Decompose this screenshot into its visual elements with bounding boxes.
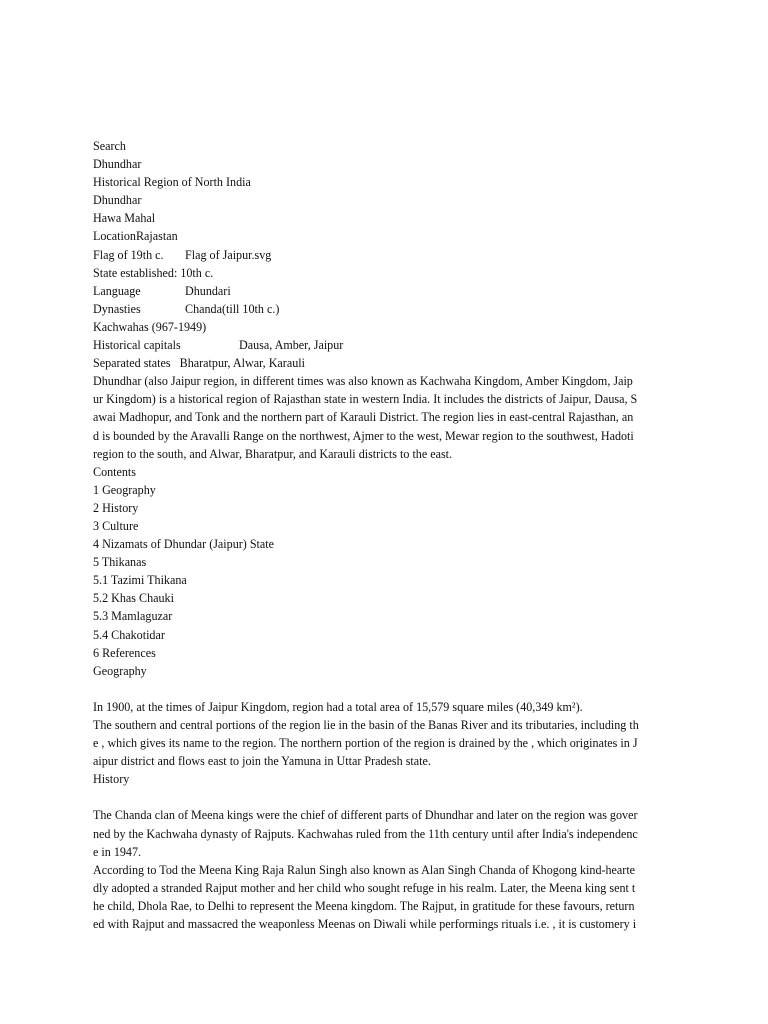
search-label: Search xyxy=(93,139,126,153)
dynasties-continued: Kachwahas (967-1949) xyxy=(93,319,207,334)
history-line: dly adopted a stranded Rajput mother and her child who sought refuge in his realm. Later, the Meena king sent t xyxy=(93,880,636,895)
toc-item-mamlaguzar[interactable]: 5.3 Mamlaguzar xyxy=(93,609,173,624)
toc-item-khas-chauki[interactable]: 5.2 Khas Chauki xyxy=(93,591,174,606)
history-line: According to Tod the Meena King Raja Ralun Singh also known as Alan Singh Chanda of Khogong kind-hearte xyxy=(93,862,636,877)
toc-item-nizamats[interactable]: 4 Nizamats of Dhundar (Jaipur) State xyxy=(93,537,275,552)
infobox-row-separated xyxy=(93,354,675,372)
history-heading: History xyxy=(93,772,130,787)
infobox-name: Dhundhar xyxy=(93,193,142,208)
infobox-row-capitals xyxy=(93,336,675,354)
page-subtitle: Historical Region of North India xyxy=(93,175,251,190)
toc-item-geography[interactable]: 1 Geography xyxy=(93,482,156,497)
dynasties-value: Chanda(till 10th c.) xyxy=(185,301,280,316)
document-page xyxy=(93,137,675,933)
separated-label: Separated states xyxy=(93,356,171,371)
contents-heading: Contents xyxy=(93,464,137,479)
toc-item-references[interactable]: 6 References xyxy=(93,645,156,660)
language-label: Language xyxy=(93,283,141,298)
intro-line: region to the south, and Alwar, Bharatpur, and Karauli districts to the east. xyxy=(93,446,453,461)
separated-value: Bharatpur, Alwar, Karauli xyxy=(179,356,305,371)
image-caption: Hawa Mahal xyxy=(93,211,156,226)
infobox-row-dynasties xyxy=(93,300,675,318)
language-value: Dhundari xyxy=(185,283,231,298)
capitals-label: Historical capitals xyxy=(93,338,181,353)
toc-item-chakotidar[interactable]: 5.4 Chakotidar xyxy=(93,627,165,642)
intro-line: d is bounded by the Aravalli Range on the northwest, Ajmer to the west, Mewar region to the southwest, Hadoti xyxy=(93,428,634,443)
geography-line: In 1900, at the times of Jaipur Kingdom, region had a total area of 15,579 square miles (40,349 km²). xyxy=(93,699,583,714)
history-line: ed with Rajput and massacred the weaponless Meenas on Diwali while performings rituals i.e. , it is customery i xyxy=(93,917,637,932)
dynasties-label: Dynasties xyxy=(93,301,141,316)
geography-line: The southern and central portions of the region lie in the basin of the Banas River and its tributaries, including th xyxy=(93,718,639,732)
flag-value: Flag of Jaipur.svg xyxy=(185,247,272,262)
intro-line: ur Kingdom) is a historical region of Rajasthan state in western India. It includes the districts of Jaipur, Dausa, S xyxy=(93,392,638,407)
geography-line: aipur district and flows east to join the Yamuna in Uttar Pradesh state. xyxy=(93,754,431,769)
geography-line: e , which gives its name to the region. The northern portion of the region is drained by the , which originates in J xyxy=(93,736,638,751)
location-text: LocationRajastan xyxy=(93,229,178,244)
state-established: State established: 10th c. xyxy=(93,265,214,280)
history-line: ned by the Kachwaha dynasty of Rajputs. Kachwahas ruled from the 11th century until after India's independenc xyxy=(93,826,638,841)
history-line: The Chanda clan of Meena kings were the chief of different parts of Dhundhar and later on the region was gover xyxy=(93,808,638,823)
history-line: he child, Dhola Rae, to Delhi to represent the Meena kingdom. The Rajput, in gratitude for these favours, return xyxy=(93,898,635,913)
intro-line: Dhundhar (also Jaipur region, in different times was also known as Kachwaha Kingdom, Amber Kingdom, Jaip xyxy=(93,374,633,389)
geography-heading: Geography xyxy=(93,663,147,678)
toc-item-thikanas[interactable]: 5 Thikanas xyxy=(93,555,147,570)
toc-item-tazimi-thikana[interactable]: 5.1 Tazimi Thikana xyxy=(93,573,187,588)
infobox-row-language xyxy=(93,282,675,300)
toc-item-history[interactable]: 2 History xyxy=(93,500,139,515)
intro-line: awai Madhopur, and Tonk and the northern part of Karauli District. The region lies in east-central Rajasthan, an xyxy=(93,410,634,425)
flag-label: Flag of 19th c. xyxy=(93,247,164,262)
spacer xyxy=(93,788,675,806)
infobox-row-flag xyxy=(93,246,675,264)
capitals-value: Dausa, Amber, Jaipur xyxy=(239,338,344,353)
toc-item-culture[interactable]: 3 Culture xyxy=(93,518,139,533)
history-line: e in 1947. xyxy=(93,844,142,859)
page-title: Dhundhar xyxy=(93,157,142,172)
spacer xyxy=(93,680,675,698)
